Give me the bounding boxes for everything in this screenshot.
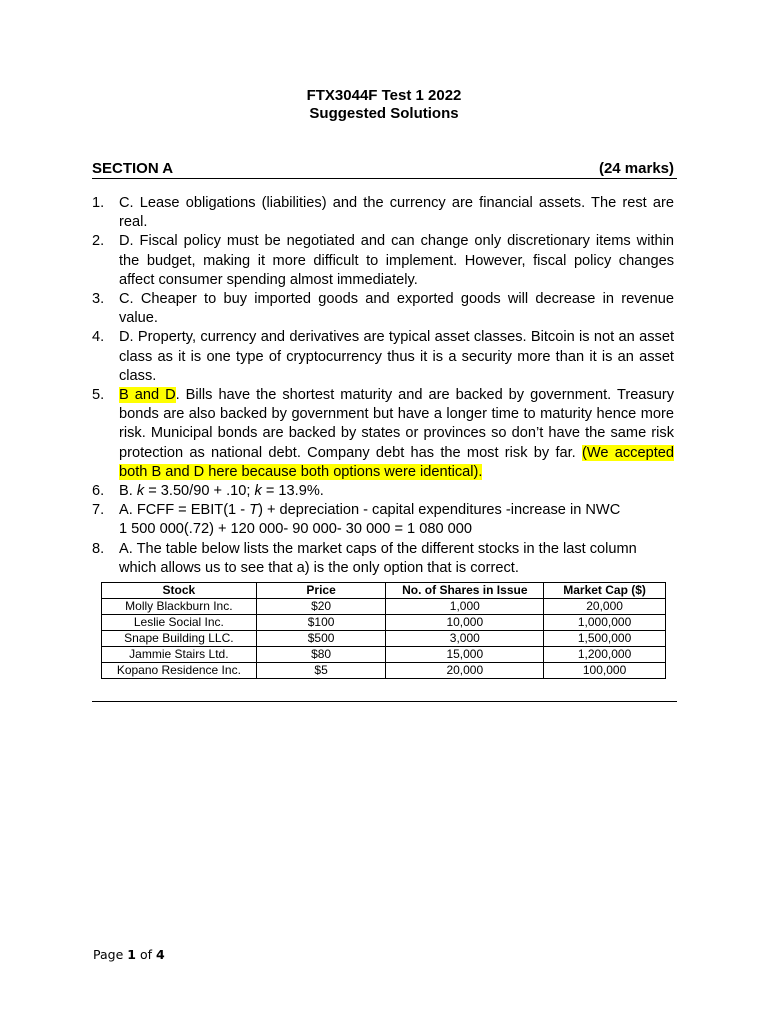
answer-number: 1. bbox=[92, 195, 105, 211]
highlighted-answer: B and D bbox=[119, 387, 176, 404]
section-end-divider bbox=[92, 701, 677, 702]
answer-number: 8. bbox=[92, 540, 105, 557]
price-cell: $20 bbox=[256, 599, 386, 615]
variable-k: k bbox=[254, 483, 262, 500]
page-total: 4 bbox=[155, 947, 165, 962]
answer-text bbox=[119, 386, 674, 482]
answer-item-6 bbox=[92, 482, 674, 501]
price-cell: $5 bbox=[256, 663, 386, 679]
shares-cell: 10,000 bbox=[386, 615, 544, 631]
shares-cell: 15,000 bbox=[386, 647, 544, 663]
variable-k: k bbox=[136, 483, 145, 500]
stock-cell: Leslie Social Inc. bbox=[102, 615, 257, 631]
stock-cell: Kopano Residence Inc. bbox=[102, 663, 257, 679]
table-row bbox=[102, 599, 666, 615]
market-cap-cell: 20,000 bbox=[544, 599, 666, 615]
page-number: 1 bbox=[127, 947, 136, 962]
answer-explanation: . Bills have the shortest maturity and are backed by government. Treasury bonds are also backed by government but have a longer time to maturity hence more risk. Municipal bonds are backed by states or provinces so don’t have the same risk protection as national debt. Company debt has the most risk by far. bbox=[119, 387, 674, 461]
page-word: Page bbox=[93, 947, 124, 962]
answer-item-5 bbox=[92, 386, 674, 482]
answer-part: = 3.50/90 + .10; bbox=[144, 483, 255, 500]
market-cap-cell: 1,000,000 bbox=[544, 615, 666, 631]
of-word: of bbox=[139, 947, 152, 962]
page-footer bbox=[93, 947, 165, 962]
stock-cell: Jammie Stairs Ltd. bbox=[102, 647, 257, 663]
table-row bbox=[102, 647, 666, 663]
answer-text: D. Fiscal policy must be negotiated and can change only discretionary items within the budget, making it more difficult to implement. However, fiscal policy changes affect consumer spending almost immediately. bbox=[119, 233, 674, 288]
table-row bbox=[102, 615, 666, 631]
shares-cell: 1,000 bbox=[386, 599, 544, 615]
answer-number: 7. bbox=[92, 502, 105, 519]
price-cell: $100 bbox=[256, 615, 386, 631]
shares-cell: 20,000 bbox=[386, 663, 544, 679]
answer-part: B. bbox=[119, 483, 137, 500]
answer-number: 6. bbox=[92, 483, 105, 500]
market-cap-cell: 1,200,000 bbox=[544, 647, 666, 663]
answer-text: C. Cheaper to buy imported goods and exported goods will decrease in revenue value. bbox=[119, 291, 674, 327]
column-header-stock: Stock bbox=[102, 583, 257, 599]
stock-cell: Snape Building LLC. bbox=[102, 631, 257, 647]
price-cell: $80 bbox=[256, 647, 386, 663]
table-header-row bbox=[102, 583, 666, 599]
answer-number: 5. bbox=[92, 387, 105, 404]
column-header-price: Price bbox=[256, 583, 386, 599]
section-marks: (24 marks) bbox=[598, 160, 674, 177]
section-heading bbox=[92, 160, 677, 178]
market-cap-cell: 100,000 bbox=[544, 663, 666, 679]
answer-item-2 bbox=[92, 232, 674, 290]
document-subtitle: Suggested Solutions bbox=[309, 105, 459, 122]
answer-item-1 bbox=[92, 194, 674, 232]
column-header-market-cap: Market Cap ($) bbox=[544, 583, 666, 599]
document-title: FTX3044F Test 1 2022 bbox=[306, 87, 462, 104]
answer-list bbox=[92, 194, 674, 578]
answer-number: 4. bbox=[92, 329, 105, 346]
answer-item-7 bbox=[92, 501, 674, 539]
answer-number: 2. bbox=[92, 233, 105, 250]
answer-item-8 bbox=[92, 540, 674, 578]
table-row bbox=[102, 631, 666, 647]
highlighted-note: (We accepted both B and D here because both options were identical). bbox=[119, 444, 674, 480]
stock-cell: Molly Blackburn Inc. bbox=[102, 599, 257, 615]
formula-part: ) + depreciation - capital expenditures -increase in NWC bbox=[258, 502, 621, 519]
formula-part: A. FCFF = EBIT(1 - bbox=[119, 502, 250, 519]
answer-item-3 bbox=[92, 290, 674, 328]
table-row bbox=[102, 663, 666, 679]
answer-text: D. Property, currency and derivatives are typical asset classes. Bitcoin is not an asset class as it is one type of cryptocurrency thus it is a security more than it is an asset class. bbox=[119, 329, 674, 384]
answer-formula bbox=[119, 501, 674, 520]
market-cap-cell: 1,500,000 bbox=[544, 631, 666, 647]
section-name: SECTION A bbox=[92, 160, 174, 177]
answer-number: 3. bbox=[92, 291, 105, 308]
column-header-shares: No. of Shares in Issue bbox=[386, 583, 544, 599]
answer-item-4 bbox=[92, 328, 674, 386]
answer-part: = 13.9%. bbox=[261, 483, 324, 500]
variable-t: T bbox=[249, 502, 259, 519]
market-cap-table bbox=[101, 582, 666, 679]
section-divider bbox=[92, 178, 677, 179]
answer-text: C. Lease obligations (liabilities) and the currency are financial assets. The rest are real. bbox=[119, 195, 674, 231]
answer-text bbox=[119, 482, 674, 501]
answer-calculation: 1 500 000(.72) + 120 000- 90 000- 30 000 = 1 080 000 bbox=[119, 521, 472, 538]
shares-cell: 3,000 bbox=[386, 631, 544, 647]
answer-text: A. The table below lists the market caps of the different stocks in the last column which allows us to see that a) is the only option that is correct. bbox=[119, 540, 637, 576]
price-cell: $500 bbox=[256, 631, 386, 647]
